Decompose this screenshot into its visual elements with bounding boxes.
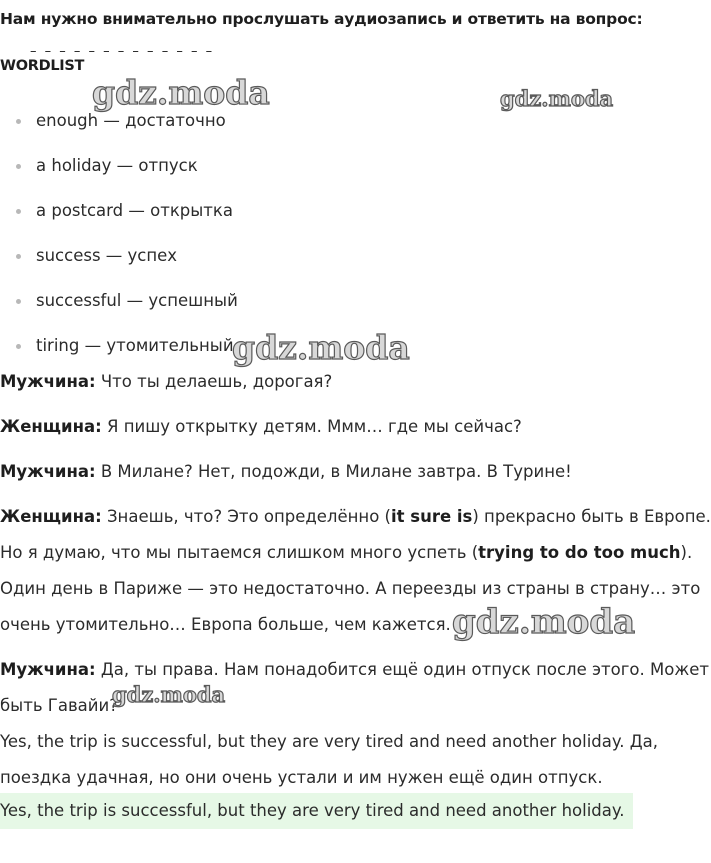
- answer-text: Yes, the trip is successful, but they are very tired and need another holiday. Да,: [0, 732, 659, 751]
- list-item: success — успех: [0, 238, 238, 283]
- question-heading: Нам нужно внимательно прослушать аудиозапись и ответить на вопрос:: [0, 10, 643, 28]
- dialogue-line: Мужчина: Что ты делаешь, дорогая?: [0, 372, 333, 391]
- watermark-logo: gdz.moda: [500, 86, 614, 111]
- list-item: enough — достаточно: [0, 103, 238, 148]
- list-item: a holiday — отпуск: [0, 148, 238, 193]
- bullet-icon: [16, 119, 21, 124]
- watermark-logo: gdz.moda: [452, 602, 636, 642]
- list-item: tiring — утомительный: [0, 328, 238, 373]
- bullet-icon: [16, 254, 21, 259]
- watermark-logo: gdz.moda: [92, 73, 270, 112]
- dialogue-line: Мужчина: Да, ты права. Нам понадобится ещё один отпуск после этого. Может: [0, 660, 709, 679]
- bullet-icon: [16, 209, 21, 214]
- wordlist: [0, 103, 238, 373]
- dialogue-line: Но я думаю, что мы пытаемся слишком много успеть (trying to do too much).: [0, 543, 693, 562]
- dialogue-line: очень утомительно… Европа больше, чем кажется.: [0, 615, 451, 634]
- bullet-icon: [16, 299, 21, 304]
- dialogue-line: быть Гавайи?: [0, 696, 118, 715]
- dialogue-line: Женщина: Знаешь, что? Это определённо (it sure is) прекрасно быть в Европе.: [0, 507, 711, 526]
- wordlist-title: WORDLIST: [0, 58, 85, 74]
- dialogue-line: Мужчина: В Милане? Нет, подожди, в Милане завтра. В Турине!: [0, 462, 572, 481]
- bullet-icon: [16, 344, 21, 349]
- bullet-icon: [16, 164, 21, 169]
- dialogue-line: Женщина: Я пишу открытку детям. Ммм… где мы сейчас?: [0, 417, 522, 436]
- answer-text: поездка удачная, но они очень устали и им нужен ещё один отпуск.: [0, 768, 603, 787]
- list-item: successful — успешный: [0, 283, 238, 328]
- clipped-text-line: – – – – – – – – – – – – –: [30, 44, 215, 59]
- watermark-logo: gdz.moda: [232, 328, 410, 367]
- list-item: a postcard — открытка: [0, 193, 238, 238]
- watermark-logo: gdz.moda: [112, 682, 226, 707]
- highlighted-answer: Yes, the trip is successful, but they are very tired and need another holiday.: [0, 801, 625, 820]
- dialogue-line: Один день в Париже — это недостаточно. А переезды из страны в страну… это: [0, 579, 701, 598]
